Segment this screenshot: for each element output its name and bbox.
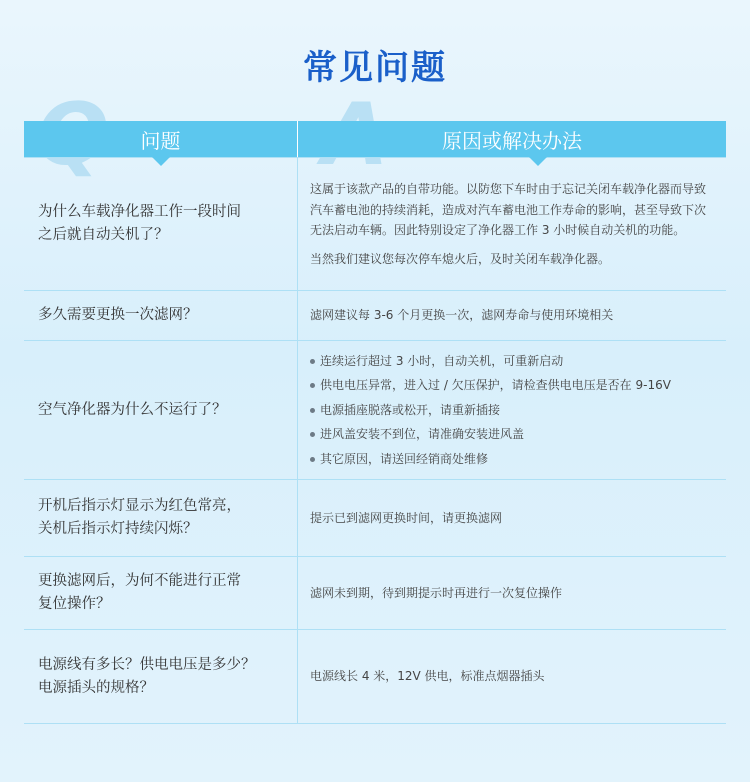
answer-text: 电源线长 4 米，12V 供电，标准点烟器插头: [310, 669, 545, 684]
question-cell: 多久需要更换一次滤网？: [24, 291, 298, 340]
answer-cell: [298, 557, 726, 629]
question-cell: 开机后指示灯显示为红色常亮， 关机后指示灯持续闪烁？: [24, 480, 298, 556]
list-item: [310, 349, 714, 374]
list-item: [310, 373, 714, 398]
question-cell: 电源线有多长？供电电压是多少？ 电源插头的规格？: [24, 630, 298, 723]
question-cell: 为什么车载净化器工作一段时间 之后就自动关机了？: [24, 158, 298, 290]
table-row: [24, 629, 726, 723]
bullet-text: 连续运行超过 3 小时，自动关机，可重新启动: [320, 353, 564, 368]
table-header: [24, 121, 726, 157]
answer-text: 当然我们建议您每次停车熄火后，及时关闭车载净化器。: [310, 251, 611, 266]
list-item: [310, 447, 714, 472]
page-title: 常见问题: [303, 48, 447, 88]
bullet-text: 其它原因，请送回经销商处维修: [320, 451, 489, 466]
answer-text: 滤网建议每 3-6 个月更换一次，滤网寿命与使用环境相关: [310, 308, 614, 323]
answer-cell: [298, 341, 726, 479]
bullet-dot-icon: [310, 457, 315, 462]
header-notch: [152, 157, 170, 166]
answer-text: 滤网未到期，待到期提示时再进行一次复位操作: [310, 585, 563, 600]
bullet-dot-icon: [310, 383, 315, 388]
bullet-text: 电源插座脱落或松开，请重新插接: [320, 402, 501, 417]
header-question: [24, 121, 298, 157]
answer-text: 提示已到滤网更换时间，请更换滤网: [310, 510, 503, 525]
header-notch: [529, 157, 547, 166]
header-answer: [298, 121, 726, 157]
bullet-text: 供电电压异常，进入过 / 欠压保护，请检查供电电压是否在 9-16V: [320, 378, 671, 393]
answer-cell: [298, 480, 726, 556]
bullet-dot-icon: [310, 408, 315, 413]
answer-cell: [298, 158, 726, 290]
bullet-text: 进风盖安装不到位，请准确安装进风盖: [320, 427, 525, 442]
question-cell: 空气净化器为什么不运行了？: [24, 341, 298, 479]
table-row: [24, 290, 726, 340]
header-answer-label: 原因或解决办法: [442, 128, 582, 153]
header-question-label: 问题: [140, 128, 181, 153]
list-item: [310, 422, 714, 447]
answer-cell: [298, 291, 726, 340]
bullet-dot-icon: [310, 359, 315, 364]
bullet-dot-icon: [310, 432, 315, 437]
answer-cell: [298, 630, 726, 723]
faq-table: [24, 121, 726, 724]
table-row: [24, 479, 726, 556]
answer-text: 这属于该款产品的自带功能。以防您下车时由于忘记关闭车载净化器而导致汽车蓄电池的持续消耗，造成对汽车蓄电池工作寿命的影响，甚至导致下次无法启动车辆。因此特别设定了净化器工作 3 小时候自动关机的功能。: [310, 182, 707, 237]
table-row: [24, 340, 726, 479]
table-row: [24, 556, 726, 629]
question-cell: 更换滤网后，为何不能进行正常 复位操作？: [24, 557, 298, 629]
list-item: [310, 398, 714, 423]
table-row: [24, 157, 726, 290]
